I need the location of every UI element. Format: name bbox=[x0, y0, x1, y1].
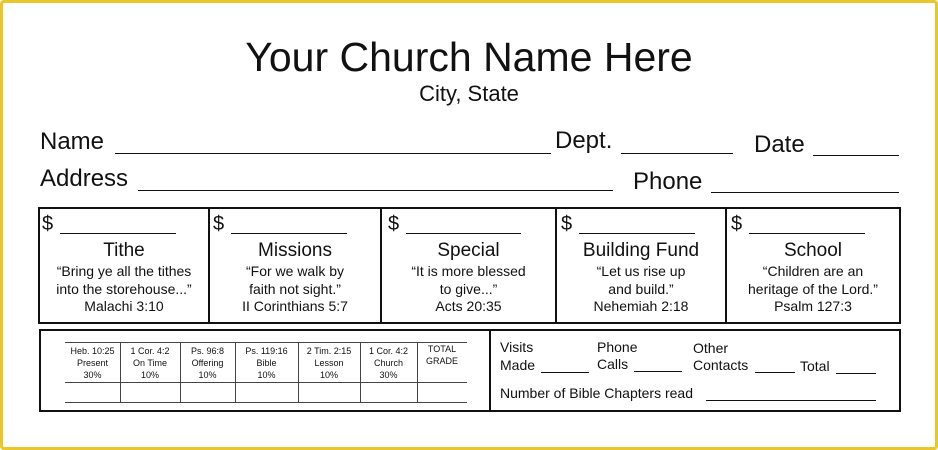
other-contacts-label-line2: Contacts bbox=[693, 357, 749, 373]
address-label: Address bbox=[40, 165, 129, 192]
bible-chapters-label: Number of Bible Chapters read bbox=[500, 385, 693, 401]
grade-cell-church: 1 Cor. 4:2 Church 30% bbox=[368, 346, 409, 380]
phone-field[interactable] bbox=[711, 192, 899, 193]
phone-label: Phone bbox=[633, 168, 703, 195]
fund-quote-missions: “For we walk by faith not sight.” II Corinthians 5:7 bbox=[242, 263, 348, 314]
records-divider bbox=[489, 329, 491, 412]
phone-calls-field[interactable] bbox=[634, 371, 682, 372]
phone-calls-label-line1: Phone bbox=[597, 339, 638, 355]
total-label: Total bbox=[800, 358, 830, 374]
date-label: Date bbox=[754, 131, 805, 158]
grade-cell-lesson: 2 Tim. 2:15 Lesson 10% bbox=[306, 346, 352, 380]
school-amount-field[interactable] bbox=[749, 233, 865, 234]
fund-name-building: Building Fund bbox=[582, 240, 700, 261]
dept-field[interactable] bbox=[621, 153, 733, 154]
name-label: Name bbox=[40, 128, 105, 155]
fund-name-school: School bbox=[783, 240, 843, 261]
grade-cell-on-time: 1 Cor. 4:2 On Time 10% bbox=[130, 346, 170, 380]
visits-label-line1: Visits bbox=[500, 339, 534, 355]
fund-name-tithe: Tithe bbox=[103, 240, 145, 261]
total-field[interactable] bbox=[836, 373, 876, 374]
fund-quote-special: “It is more blessed to give...” Acts 20:35 bbox=[411, 263, 526, 314]
other-contacts-field[interactable] bbox=[755, 372, 795, 373]
address-field[interactable] bbox=[138, 190, 613, 191]
grade-cell-present: Heb. 10:25 Present 30% bbox=[70, 346, 115, 380]
fund-name-missions: Missions bbox=[258, 240, 332, 261]
phone-calls-label-line2: Calls bbox=[597, 356, 629, 372]
grade-cell-total: TOTAL GRADE bbox=[425, 344, 458, 366]
dept-label: Dept. bbox=[555, 127, 613, 154]
visits-made-field[interactable] bbox=[541, 372, 589, 373]
building-fund-amount-field[interactable] bbox=[579, 233, 695, 234]
church-location: City, State bbox=[419, 81, 519, 106]
date-field[interactable] bbox=[813, 155, 899, 156]
missions-amount-field[interactable] bbox=[231, 233, 347, 234]
grading-table bbox=[65, 342, 467, 404]
church-name: Your Church Name Here bbox=[245, 34, 693, 80]
fund-quote-school: “Children are an heritage of the Lord.” Psalm 127:3 bbox=[748, 263, 878, 314]
tithe-amount-field[interactable] bbox=[60, 233, 176, 234]
visits-label-line2: Made bbox=[500, 357, 536, 373]
fund-quote-tithe: “Bring ye all the tithes into the storehouse...” Malachi 3:10 bbox=[56, 263, 192, 314]
dollar-sign: $ bbox=[213, 213, 225, 235]
fund-quote-building: “Let us rise up and build.” Nehemiah 2:18 bbox=[593, 263, 689, 314]
dollar-sign: $ bbox=[42, 213, 54, 235]
dollar-sign: $ bbox=[561, 213, 573, 235]
fund-name-special: Special bbox=[437, 240, 500, 261]
grade-cell-offering: Ps. 96:8 Offering 10% bbox=[190, 346, 225, 380]
dollar-sign: $ bbox=[388, 213, 400, 235]
grade-cell-bible: Ps. 119:16 Bible 10% bbox=[245, 346, 288, 380]
bible-chapters-field[interactable] bbox=[706, 400, 876, 401]
dollar-sign: $ bbox=[731, 213, 743, 235]
name-field[interactable] bbox=[115, 153, 551, 154]
other-contacts-label-line1: Other bbox=[693, 340, 729, 356]
special-amount-field[interactable] bbox=[406, 233, 521, 234]
